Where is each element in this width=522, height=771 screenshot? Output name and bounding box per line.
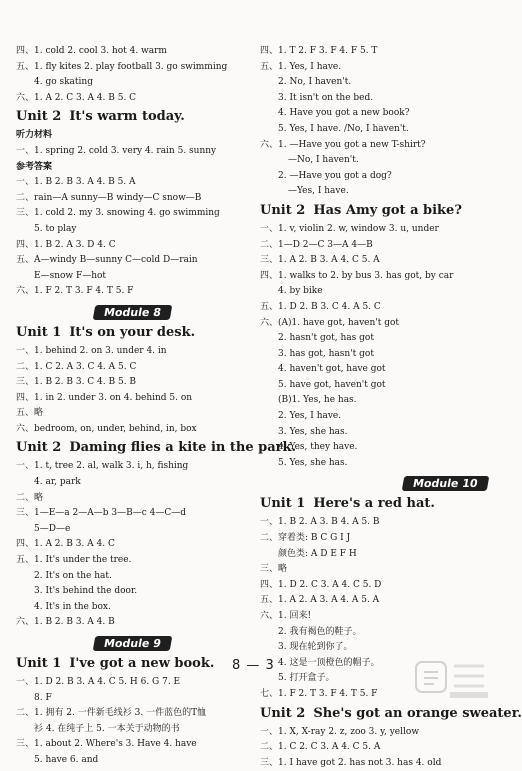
module-badge-label: Module 10: [402, 476, 489, 491]
answer-line: 3. It isn't on the bed.: [278, 92, 374, 103]
unit-number: Unit 1: [16, 656, 62, 671]
answer-line: 4. go skating: [34, 77, 93, 88]
answer-line: 3. Yes, she has.: [278, 426, 348, 437]
module-badge: [16, 300, 248, 322]
answer-line: (B)1. Yes, he has.: [278, 395, 357, 406]
answer-line: —No, I haven't.: [288, 155, 359, 166]
unit-title: Daming flies a kite in the park.: [69, 440, 297, 456]
unit-heading: [260, 200, 492, 222]
answer-line: 五、1. It's under the tree.: [16, 555, 132, 566]
answer-line: 五、1. fly kites 2. play football 3. go swimming: [16, 61, 228, 72]
unit-title: Has Amy got a bike?: [313, 202, 462, 218]
answer-line: 8. F: [34, 692, 52, 703]
unit-number: Unit 1: [16, 324, 62, 340]
module-badge-label: Module 9: [92, 636, 172, 651]
answer-line: 4. Have you got a new book?: [278, 108, 410, 119]
unit-heading: [16, 322, 248, 344]
answer-line: 4. Yes, they have.: [278, 442, 358, 453]
unit-heading: [16, 653, 248, 675]
answer-line: 一、1. t, tree 2. al, walk 3. i, h, fishing: [16, 461, 189, 472]
section-heading: 听力材料: [16, 130, 53, 141]
answer-line: 二、1. 拥有 2. 一件新毛线衫 3. 一件蓝色的T恤: [16, 708, 207, 719]
answer-line: 2. hasn't got, has got: [278, 333, 374, 344]
answer-line: 五、1. A 2. A 3. A 4. A 5. A: [260, 595, 380, 606]
answer-line: 二、1. C 2. C 3. A 4. C 5. A: [260, 742, 381, 753]
answer-line: 3. has got, hasn't got: [278, 348, 374, 359]
answer-line: 颜色类: A D E F H: [278, 548, 357, 559]
answer-line: 四、1. D 2. C 3. A 4. C 5. D: [260, 579, 382, 590]
answer-line: 二、1—D 2—C 3—A 4—B: [260, 239, 373, 250]
unit-number: Unit 2: [260, 705, 306, 721]
answer-line: 三、略: [260, 564, 288, 575]
answer-line: 六、1. A 2. C 3. A 4. B 5. C: [16, 92, 137, 103]
unit-title: Here's a red hat.: [313, 496, 435, 512]
answer-line: E—snow F—hot: [34, 270, 107, 281]
answer-line: 2. Yes, I have.: [278, 411, 342, 422]
answer-line: 二、1. C 2. A 3. C 4. A 5. C: [16, 361, 137, 372]
watermark-logo-icon: [414, 658, 492, 700]
answer-line: 三、1. I have got 2. has not 3. has 4. old: [260, 757, 442, 768]
answer-line: 四、1. in 2. under 3. on 4. behind 5. on: [16, 392, 193, 403]
answer-line: 4. haven't got, have got: [278, 364, 386, 375]
answer-line: 5. Yes, she has.: [278, 457, 348, 468]
answer-line: 2. It's on the hat.: [34, 570, 112, 581]
unit-heading: [260, 703, 522, 725]
unit-heading: [260, 493, 492, 515]
answer-line: 四、1. B 2. A 3. D 4. C: [16, 239, 116, 250]
answer-line: —Yes, I have.: [288, 186, 349, 197]
unit-title: It's on your desk.: [69, 324, 196, 340]
answer-line: 2. No, I haven't.: [278, 77, 352, 88]
answer-line: 六、bedroom, on, under, behind, in, box: [16, 423, 197, 434]
answer-line: 5. have 6. and: [34, 754, 99, 765]
unit-title: It's warm today.: [69, 109, 185, 125]
module-badge-label: Module 8: [92, 305, 172, 320]
answer-line: 4. by bike: [278, 286, 323, 297]
unit-number: Unit 2: [260, 202, 306, 218]
answer-line: 一、1. B 2. A 3. B 4. A 5. B: [260, 517, 380, 528]
answer-line: 4. ar, park: [34, 477, 81, 488]
answer-line: 二、略: [16, 492, 44, 503]
module-badge: [16, 631, 248, 653]
unit-title: She's got an orange sweater.: [313, 705, 522, 721]
answer-line: 四、1. walks to 2. by bus 3. has got, by car: [260, 270, 454, 281]
answer-line: 六、1. —Have you got a new T-shirt?: [260, 139, 426, 150]
section-heading: 参考答案: [16, 161, 53, 172]
answer-line: 三、1. about 2. Where's 3. Have 4. have: [16, 739, 197, 750]
unit-heading: [16, 106, 248, 128]
answer-line: 5. to play: [34, 223, 77, 234]
unit-number: Unit 2: [16, 109, 62, 125]
unit-title: I've got a new book.: [69, 656, 215, 671]
answer-line: 六、1. B 2. B 3. A 4. B: [16, 617, 115, 628]
answer-line: 2. —Have you got a dog?: [278, 170, 392, 181]
answer-line: 五、1. D 2. B 3. C 4. A 5. C: [260, 301, 381, 312]
answer-line: 4. It's in the box.: [34, 601, 111, 612]
answer-line: 四、1. A 2. B 3. A 4. C: [16, 539, 115, 550]
answer-line: 三、1. B 2. B 3. C 4. B 5. B: [16, 377, 137, 388]
answer-line: 2. 我有褐色的鞋子。: [278, 626, 362, 637]
answer-line: 三、1. cold 2. my 3. snowing 4. go swimming: [16, 208, 220, 219]
answer-line: 五、略: [16, 408, 44, 419]
answer-line: 5—D—e: [34, 523, 71, 534]
answer-line: 一、1. X, X-ray 2. z, zoo 3. y, yellow: [260, 726, 420, 737]
answer-line: 四、1. T 2. F 3. F 4. F 5. T: [260, 46, 378, 56]
answer-line: 5. have got, haven't got: [278, 379, 386, 390]
unit-number: Unit 2: [16, 440, 62, 456]
answer-line: 5. 打开盒子。: [278, 673, 335, 684]
answer-line: 四、1. cold 2. cool 3. hot 4. warm: [16, 46, 167, 56]
answer-line: 一、1. v, violin 2. w, window 3. u, under: [260, 223, 439, 234]
answer-line: 二、rain—A sunny—B windy—C snow—B: [16, 192, 202, 203]
answer-line: 六、1. F 2. T 3. F 4. T 5. F: [16, 286, 134, 297]
answer-line: 5. Yes, I have. /No, I haven't.: [278, 123, 409, 134]
answer-line: 一、1. B 2. B 3. A 4. B 5. A: [16, 177, 136, 188]
answer-line: 三、1—E—a 2—A—b 3—B—c 4—C—d: [16, 508, 186, 519]
answer-line: 一、1. spring 2. cold 3. very 4. rain 5. sunny: [16, 145, 217, 156]
answer-line: 二、穿着类: B C G I J: [260, 533, 351, 544]
answer-line: 三、1. A 2. B 3. A 4. C 5. A: [260, 255, 380, 266]
answer-line: 五、1. Yes, I have.: [260, 61, 342, 72]
page-number: 8 — 3: [232, 658, 275, 673]
answer-line: 衫 4. 在纯子上 5. 一本关于动物的书: [34, 723, 180, 734]
module-badge: [260, 471, 492, 493]
answer-line: 一、1. behind 2. on 3. under 4. in: [16, 345, 167, 356]
answer-line: 七、1. F 2. T 3. F 4. T 5. F: [260, 688, 378, 699]
unit-heading: [16, 437, 297, 459]
answer-line: 3. It's behind the door.: [34, 586, 138, 597]
answer-line: 六、(A)1. have got, haven't got: [260, 317, 400, 328]
answer-line: 一、1. D 2. B 3. A 4. C 5. H 6. G 7. E: [16, 677, 181, 687]
unit-number: Unit 1: [260, 496, 306, 512]
answer-line: 4. 这是一顶橙色的帽子。: [278, 657, 380, 668]
answer-line: 五、A—windy B—sunny C—cold D—rain: [16, 255, 198, 266]
answer-line: 六、1. 回来!: [260, 611, 312, 621]
answer-line: 3. 现在轮到你了。: [278, 642, 353, 653]
